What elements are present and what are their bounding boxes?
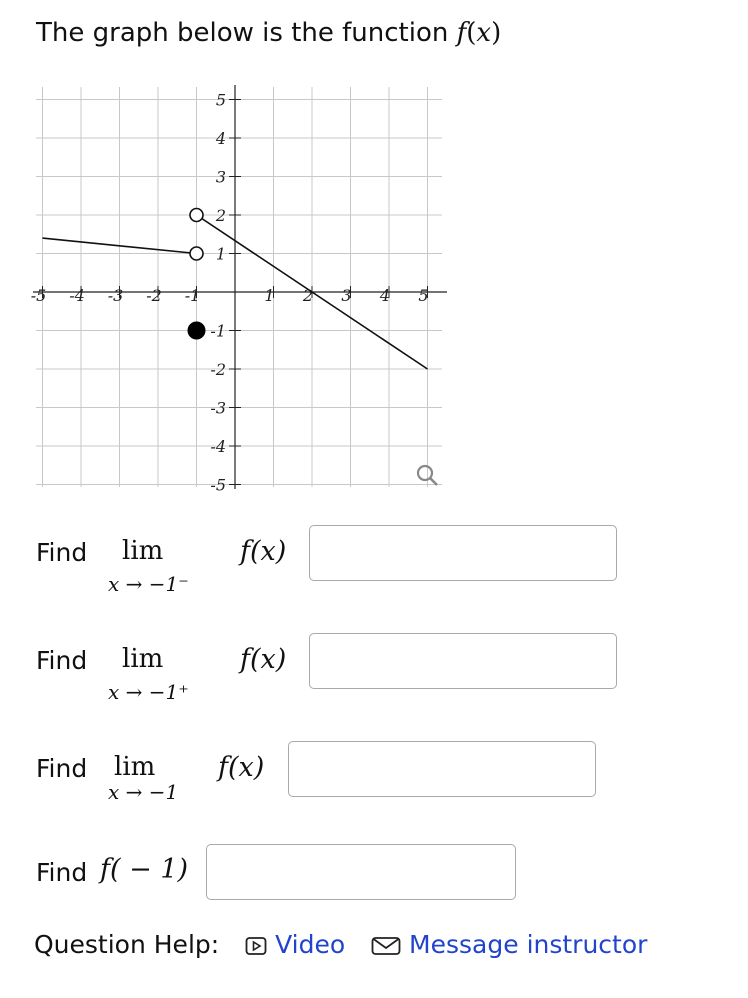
question-function-value	[36, 850, 636, 910]
lim-subscript: x → −1⁺	[108, 680, 189, 704]
x-tick-label: -1	[184, 286, 201, 305]
title-text: The graph below is the function	[36, 18, 457, 48]
message-instructor-link[interactable]	[371, 930, 647, 959]
y-tick-label: -2	[210, 360, 226, 379]
y-tick-label: -3	[210, 398, 226, 418]
video-link[interactable]	[245, 930, 353, 959]
x-tick-label: 5	[418, 286, 429, 305]
lim-function: f(x)	[218, 752, 265, 783]
y-tick-label: -5	[210, 475, 226, 492]
lim-subscript: x → −1	[108, 780, 179, 804]
function-value-expr: f( − 1)	[100, 854, 189, 885]
function-graph	[30, 82, 450, 492]
x-tick-label: -4	[69, 286, 85, 305]
message-label: Message instructor	[409, 930, 648, 959]
title-func: f	[456, 18, 467, 48]
lim-word: lim	[114, 752, 156, 782]
lim-word: lim	[122, 644, 164, 674]
help-label: Question Help:	[34, 930, 220, 959]
find-label: Find	[36, 858, 88, 887]
x-tick-label: 4	[379, 286, 391, 305]
lim-function: f(x)	[240, 536, 287, 567]
y-tick-label: 5	[215, 90, 226, 110]
graph-svg	[30, 82, 450, 492]
closed-point	[188, 322, 205, 339]
y-tick-label: -4	[210, 437, 226, 456]
envelope-icon	[371, 936, 401, 956]
question-title: The graph below is the function f(x)	[36, 18, 502, 48]
answer-left-limit[interactable]	[309, 525, 617, 581]
open-point	[190, 247, 203, 260]
title-var: x	[476, 18, 492, 48]
question-two-sided-limit	[36, 746, 636, 806]
answer-right-limit[interactable]	[309, 633, 617, 689]
find-label: Find	[36, 646, 88, 675]
question-left-limit	[36, 530, 636, 596]
x-tick-label: 3	[341, 286, 352, 305]
answer-function-value[interactable]	[206, 844, 516, 900]
x-tick-label: -3	[107, 286, 124, 305]
magnifier-handle	[430, 478, 437, 485]
x-tick-label: -2	[146, 286, 162, 305]
y-tick-label: 4	[215, 129, 226, 148]
open-point	[190, 209, 203, 222]
answer-two-sided-limit[interactable]	[288, 741, 596, 797]
y-tick-label: -1	[210, 321, 226, 341]
question-help	[34, 930, 647, 959]
lim-subscript: x → −1⁻	[108, 572, 189, 596]
x-tick-label: 2	[302, 286, 314, 305]
x-tick-label: 1	[264, 286, 275, 305]
find-label: Find	[36, 754, 88, 783]
magnifier-lens	[418, 466, 432, 480]
lim-function: f(x)	[240, 644, 287, 675]
y-tick-label: 2	[215, 206, 226, 225]
find-label: Find	[36, 538, 88, 567]
video-label: Video	[275, 930, 346, 959]
question-right-limit	[36, 638, 636, 704]
y-tick-label: 3	[215, 167, 226, 187]
play-icon	[245, 936, 267, 956]
x-tick-label: -5	[30, 286, 47, 305]
y-tick-label: 1	[215, 244, 226, 264]
lim-word: lim	[122, 536, 164, 566]
